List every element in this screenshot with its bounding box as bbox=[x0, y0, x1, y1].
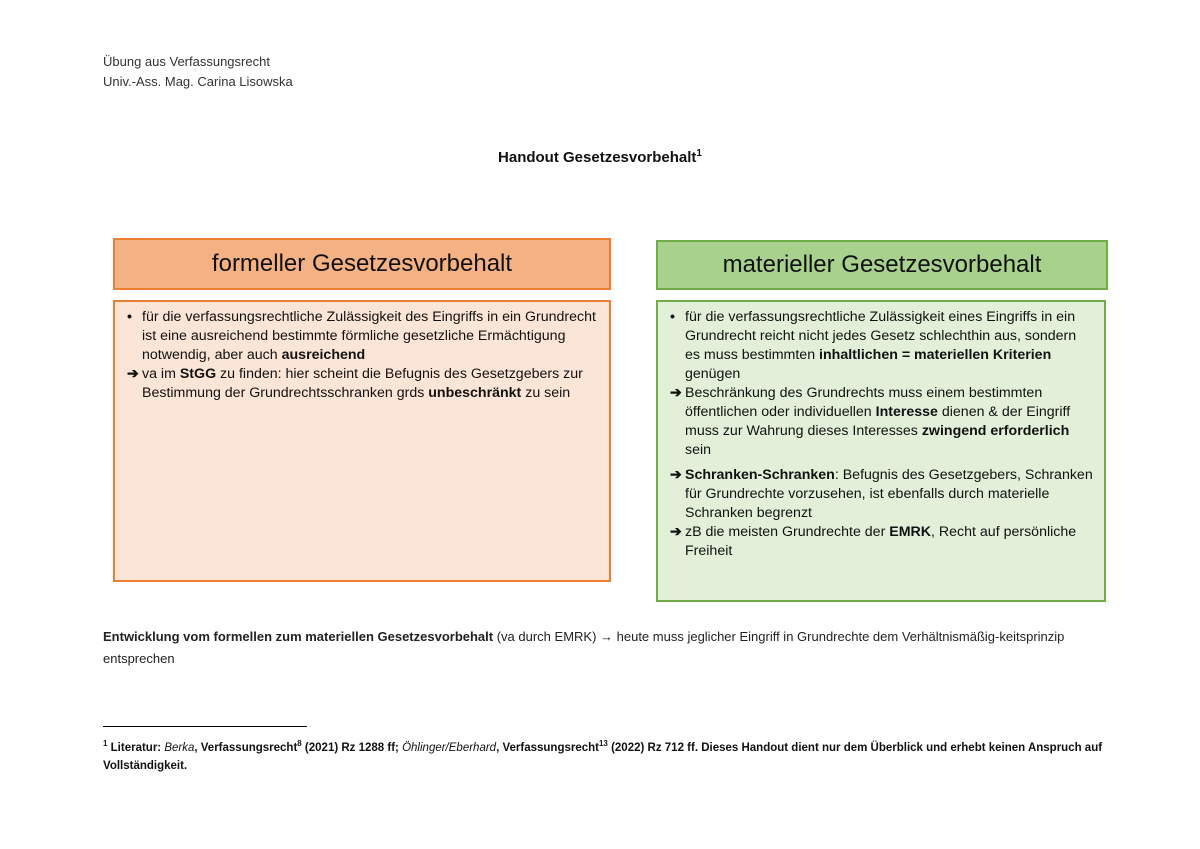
course-name: Übung aus Verfassungsrecht bbox=[103, 54, 270, 69]
bullet-icon: • bbox=[127, 309, 132, 325]
formal-item-2-text: va im StGG zu finden: hier scheint die Befugnis des Gesetzgebers zur Bestimmung der Grundrechtsschranken grds unbeschränkt zu sein bbox=[142, 366, 583, 401]
formal-item-1-text: für die verfassungsrechtliche Zulässigkeit des Eingriffs in ein Grundrecht ist eine ausreichend bestimmte förmliche gesetzliche Ermächtigung notwendig, aber auch ausreichend bbox=[142, 309, 596, 363]
development-bold: Entwicklung vom formellen zum materiellen Gesetzesvorbehalt bbox=[103, 629, 494, 644]
formal-item-1 bbox=[127, 308, 599, 365]
material-item-2 bbox=[670, 384, 1094, 460]
footnote-divider bbox=[103, 726, 307, 727]
lecturer-name: Univ.-Ass. Mag. Carina Lisowska bbox=[103, 74, 293, 89]
material-item-4 bbox=[670, 523, 1094, 561]
title-footnote-ref: 1 bbox=[696, 148, 702, 159]
arrow-right-icon: ➔ bbox=[670, 385, 682, 401]
arrow-right-icon: ➔ bbox=[127, 366, 139, 382]
document-header bbox=[103, 52, 293, 92]
material-item-1-text: für die verfassungsrechtliche Zulässigkeit eines Eingriffs in ein Grundrecht reicht nicht jedes Gesetz schlechthin aus, sondern es muss bestimmten inhaltlichen = materiellen Kriterien genügen bbox=[685, 309, 1077, 382]
formal-heading: formeller Gesetzesvorbehalt bbox=[211, 250, 513, 277]
arrow-right-icon: ➔ bbox=[670, 467, 682, 483]
material-heading: materieller Gesetzesvorbehalt bbox=[722, 251, 1042, 278]
material-heading-box bbox=[656, 240, 1108, 290]
material-item-3 bbox=[670, 466, 1094, 523]
formal-body-box bbox=[113, 300, 611, 582]
development-text: (va durch EMRK) → heute muss jeglicher Eingriff in Grundrechte dem Verhältnismäßig-keitsprinzip entsprechen bbox=[103, 629, 1065, 666]
material-item-2-text: Beschränkung des Grundrechts muss einem bestimmten öffentlichen oder individuellen Interesse dienen & der Eingriff muss zur Wahrung dieses Interesses zwingend erforderlich sein bbox=[685, 385, 1071, 458]
development-paragraph bbox=[103, 626, 1103, 670]
material-item-3-text: Schranken-Schranken: Befugnis des Gesetzgebers, Schranken für Grundrechte vorzusehen, ist ebenfalls durch materielle Schranken begrenzt bbox=[685, 467, 1093, 521]
material-item-1 bbox=[670, 308, 1094, 384]
formal-item-2 bbox=[127, 365, 599, 403]
bullet-icon: • bbox=[670, 309, 675, 325]
title-text: Handout Gesetzesvorbehalt bbox=[498, 149, 697, 166]
arrow-right-icon: ➔ bbox=[670, 524, 682, 540]
material-item-4-text: zB die meisten Grundrechte der EMRK, Recht auf persönliche Freiheit bbox=[685, 524, 1077, 559]
footnote: $^1$ Literatur: Berka, Verfassungsrecht$^8$ (2021) Rz 1288 ff; Öhlinger/Eberhard, Verfassungsrecht$^{13}$ (2022) Rz 712 ff. Dieses Handout dient nur dem Überblick und erhebt keinen Anspruch auf Vollständigkeit. bbox=[103, 739, 1103, 772]
material-body-box bbox=[656, 300, 1106, 602]
formal-heading-box bbox=[113, 238, 611, 290]
page-title bbox=[0, 148, 1200, 166]
